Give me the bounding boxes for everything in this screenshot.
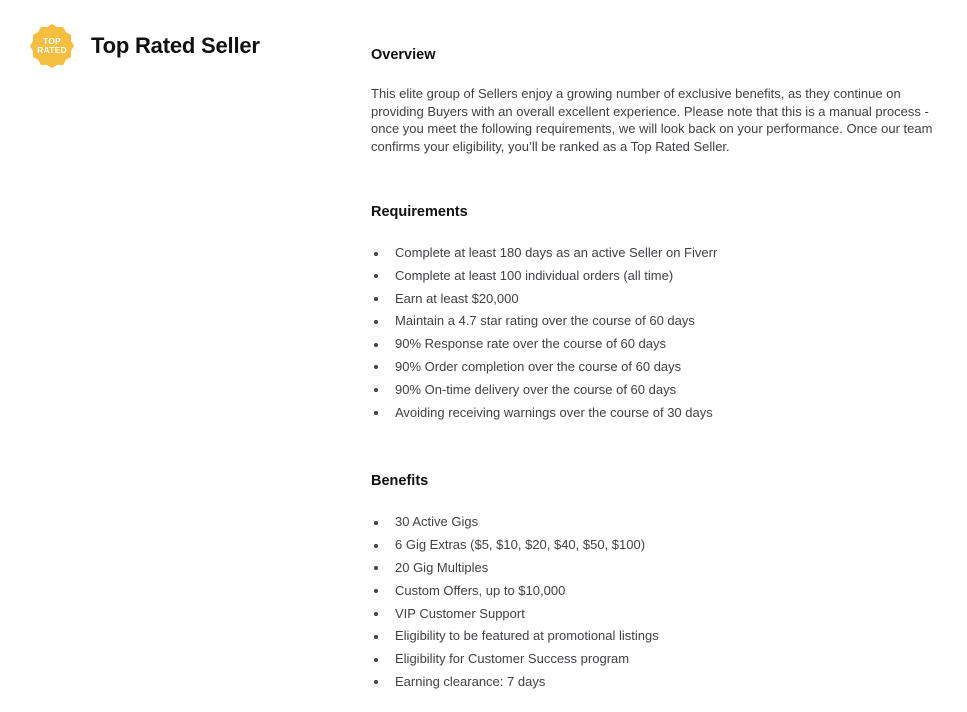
- bullet-icon: [374, 388, 378, 392]
- list-item: [371, 603, 941, 626]
- bullet-icon: [374, 320, 378, 324]
- list-item-text: Earning clearance: 7 days: [395, 673, 546, 689]
- benefits-list: [371, 511, 941, 693]
- list-item-text: 90% Response rate over the course of 60 days: [395, 336, 666, 352]
- bullet-icon: [374, 297, 378, 301]
- list-item: [371, 379, 941, 402]
- list-item-text: Complete at least 180 days as an active Seller on Fiverr: [395, 245, 718, 260]
- bullet-icon: [374, 274, 378, 278]
- list-item: [371, 310, 941, 333]
- bullet-icon: [374, 589, 378, 593]
- overview-title: Overview: [371, 47, 436, 63]
- bullet-icon: [374, 566, 378, 570]
- list-item: [371, 242, 941, 265]
- list-item-text: Earn at least $20,000: [395, 290, 519, 306]
- list-item-text: Custom Offers, up to $10,000: [395, 582, 566, 598]
- list-item: [371, 625, 941, 648]
- list-item-text: Maintain a 4.7 star rating over the course of 60 days: [395, 313, 695, 329]
- list-item: [371, 534, 941, 557]
- list-item: [371, 511, 941, 534]
- list-item: [371, 265, 941, 288]
- badge-line-1: TOP: [43, 36, 61, 46]
- benefits-title: Benefits: [371, 473, 429, 490]
- bullet-icon: [374, 343, 378, 347]
- bullet-icon: [374, 680, 378, 684]
- list-item-text: Eligibility to be featured at promotional listings: [395, 628, 659, 644]
- list-item-text: 90% Order completion over the course of 60 days: [395, 358, 682, 374]
- list-item: [371, 356, 941, 379]
- badge-line-2: RATED: [37, 45, 67, 55]
- requirements-title: Requirements: [371, 204, 468, 220]
- list-item-text: Eligibility for Customer Success program: [395, 651, 630, 667]
- overview-section: [371, 45, 941, 155]
- list-item-text: VIP Customer Support: [395, 605, 525, 621]
- list-item: [371, 557, 941, 580]
- bullet-icon: [374, 252, 378, 256]
- list-item: [371, 402, 941, 425]
- requirements-list: [371, 242, 941, 424]
- page-title: Top Rated Seller: [91, 33, 260, 58]
- main-content: [371, 45, 941, 694]
- list-item: [371, 333, 941, 356]
- list-item-text: Avoiding receiving warnings over the course of 30 days: [395, 404, 713, 420]
- list-item: [371, 288, 941, 311]
- bullet-icon: [374, 612, 378, 616]
- bullet-icon: [374, 658, 378, 662]
- list-item: [371, 648, 941, 671]
- bullet-icon: [374, 635, 378, 639]
- bullet-icon: [374, 365, 378, 369]
- list-item-text: 90% On-time delivery over the course of 60 days: [395, 381, 677, 397]
- requirements-section: [371, 202, 941, 424]
- benefits-section: [371, 471, 941, 693]
- overview-text: This elite group of Sellers enjoy a growing number of exclusive benefits, as they continue on providing Buyers with an overall excellent experience. Please note that this is a manual process - once you meet the following requirements, we will look back on your performance. Once our team confirms your eligibility, you’ll be ranked as a Top Rated Seller.: [371, 86, 933, 154]
- top-rated-badge-icon: [30, 24, 74, 68]
- list-item: [371, 580, 941, 603]
- list-item-text: Complete at least 100 individual orders (all time): [395, 267, 674, 283]
- list-item-text: 20 Gig Multiples: [395, 559, 489, 575]
- bullet-icon: [374, 544, 378, 548]
- bullet-icon: [374, 521, 378, 525]
- list-item-text: 6 Gig Extras ($5, $10, $20, $40, $50, $100): [395, 537, 646, 553]
- list-item: [371, 671, 941, 694]
- bullet-icon: [374, 411, 378, 415]
- list-item-text: 30 Active Gigs: [395, 514, 479, 530]
- seller-level-header: [30, 24, 260, 68]
